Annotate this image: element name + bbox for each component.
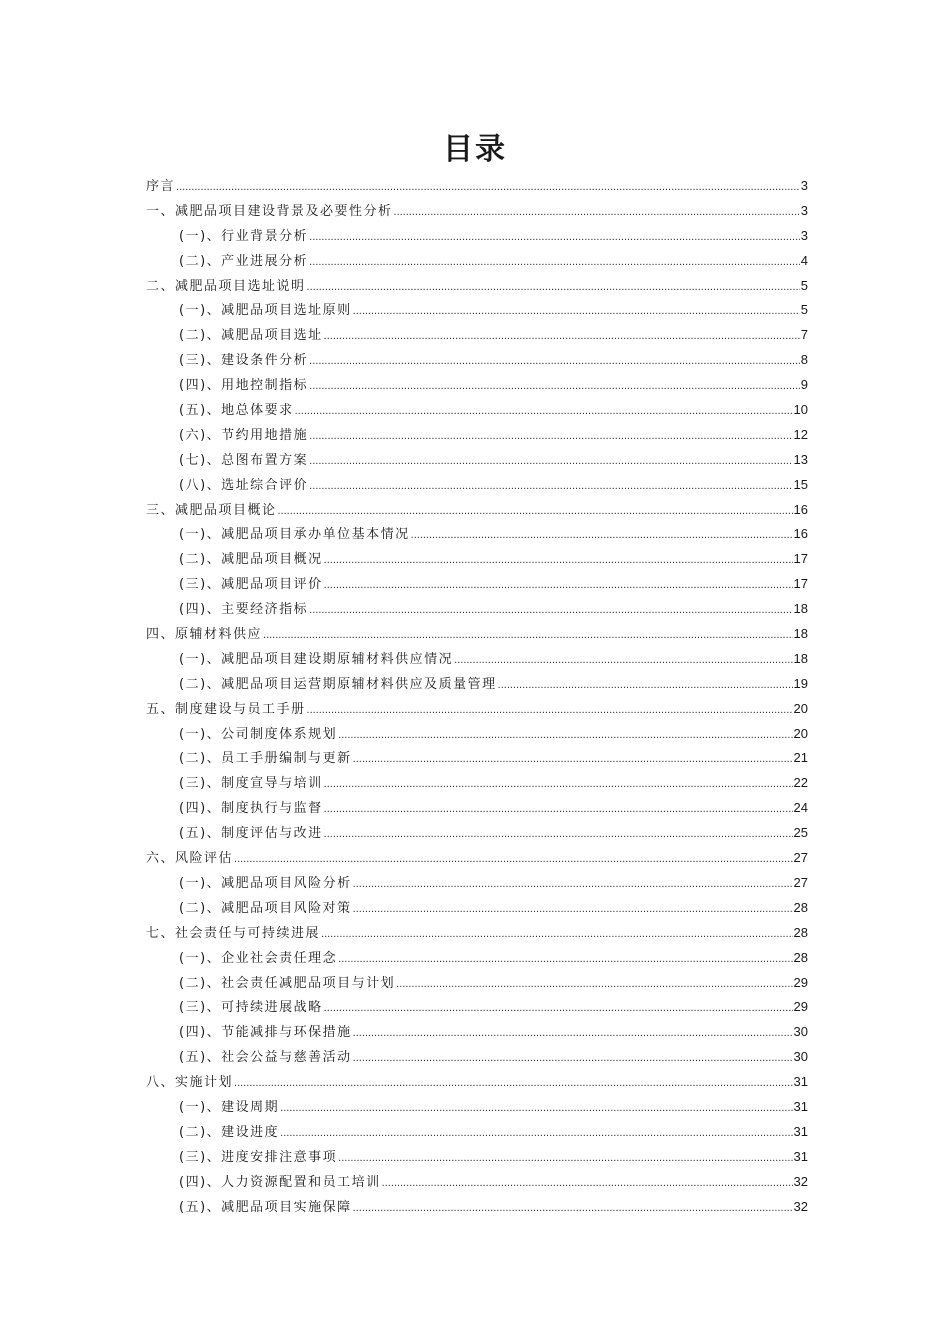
- toc-dot-leader: [309, 250, 800, 275]
- toc-entry-label: (二)、减肥品项目选址: [179, 328, 323, 344]
- toc-page-number: 31: [793, 1098, 808, 1114]
- toc-subsection-entry[interactable]: [146, 746, 808, 771]
- toc-dot-leader: [307, 275, 800, 300]
- toc-entry-label: (四)、节能减排与环保措施: [179, 1025, 352, 1041]
- toc-page-number: 28: [793, 899, 808, 915]
- toc-entry-label: (二)、减肥品项目风险对策: [179, 900, 352, 916]
- toc-subsection-entry[interactable]: [146, 971, 808, 996]
- toc-dot-leader: [309, 374, 800, 399]
- toc-dot-leader: [324, 797, 793, 822]
- toc-dot-leader: [309, 474, 792, 499]
- toc-page-number: 31: [793, 1148, 808, 1164]
- toc-page-number: 5: [800, 302, 808, 318]
- toc-entry-label: (二)、减肥品项目运营期原辅材料供应及质量管理: [179, 676, 497, 692]
- toc-dot-leader: [382, 1171, 793, 1196]
- toc-page-number: 28: [793, 924, 808, 940]
- toc-subsection-entry[interactable]: [146, 448, 808, 473]
- toc-subsection-entry[interactable]: [146, 224, 808, 249]
- toc-subsection-entry[interactable]: [146, 323, 808, 348]
- toc-dot-leader: [321, 922, 793, 947]
- toc-entry-label: (三)、进度安排注意事项: [179, 1149, 338, 1165]
- toc-entry-label: (一)、企业社会责任理念: [179, 950, 338, 966]
- toc-page-number: 31: [793, 1074, 808, 1090]
- toc-entry-label: (四)、用地控制指标: [179, 378, 309, 394]
- toc-page-number: 28: [793, 949, 808, 965]
- toc-page-number: 17: [793, 576, 808, 592]
- toc-dot-leader: [280, 1121, 792, 1146]
- toc-page-number: 18: [793, 650, 808, 666]
- toc-subsection-entry[interactable]: [146, 348, 808, 373]
- toc-entry-label: 五、制度建设与员工手册: [146, 701, 306, 717]
- toc-entry-label: 六、风险评估: [146, 851, 234, 867]
- toc-entry-label: (一)、减肥品项目承办单位基本情况: [179, 527, 410, 543]
- toc-subsection-entry[interactable]: [146, 722, 808, 747]
- toc-subsection-entry[interactable]: [146, 647, 808, 672]
- toc-entry-label: (三)、减肥品项目评价: [179, 577, 323, 593]
- toc-page-number: 25: [793, 825, 808, 841]
- toc-entry-label: (五)、制度评估与改进: [179, 826, 323, 842]
- toc-entry-label: 二、减肥品项目选址说明: [146, 278, 306, 294]
- toc-page-number: 18: [793, 601, 808, 617]
- toc-subsection-entry[interactable]: [146, 771, 808, 796]
- toc-entry-label: 七、社会责任与可持续进展: [146, 925, 321, 941]
- toc-entry-label: (五)、减肥品项目实施保障: [179, 1199, 352, 1215]
- toc-dot-leader: [353, 1046, 793, 1071]
- toc-dot-leader: [295, 399, 793, 424]
- toc-entry-label: (一)、减肥品项目选址原则: [179, 303, 352, 319]
- toc-section-entry[interactable]: [146, 274, 808, 299]
- toc-subsection-entry[interactable]: [146, 249, 808, 274]
- toc-section-entry[interactable]: [146, 174, 808, 199]
- toc-dot-leader: [234, 1071, 793, 1096]
- toc-entry-label: (四)、制度执行与监督: [179, 801, 323, 817]
- toc-page-number: 32: [793, 1198, 808, 1214]
- toc-page-number: 27: [793, 874, 808, 890]
- toc-dot-leader: [176, 175, 800, 200]
- toc-subsection-entry[interactable]: [146, 821, 808, 846]
- toc-entry-label: (二)、减肥品项目概况: [179, 552, 323, 568]
- toc-dot-leader: [353, 747, 793, 772]
- toc-dot-leader: [278, 499, 793, 524]
- toc-page-number: 16: [793, 526, 808, 542]
- toc-page-number: 10: [793, 402, 808, 418]
- toc-subsection-entry[interactable]: [146, 423, 808, 448]
- toc-section-entry[interactable]: [146, 846, 808, 871]
- toc-section-entry[interactable]: [146, 697, 808, 722]
- toc-dot-leader: [353, 1196, 793, 1221]
- toc-dot-leader: [353, 897, 793, 922]
- toc-entry-label: (一)、减肥品项目风险分析: [179, 875, 352, 891]
- toc-entry-label: (一)、行业背景分析: [179, 228, 309, 244]
- toc-dot-leader: [353, 872, 793, 897]
- toc-dot-leader: [353, 299, 800, 324]
- toc-dot-leader: [338, 947, 792, 972]
- toc-dot-leader: [394, 200, 800, 225]
- toc-subsection-entry[interactable]: [146, 1195, 808, 1220]
- toc-entry-label: (一)、公司制度体系规划: [179, 726, 338, 742]
- toc-page-number: 15: [793, 476, 808, 492]
- toc-dot-leader: [324, 772, 793, 797]
- toc-dot-leader: [280, 1096, 792, 1121]
- toc-subsection-entry[interactable]: [146, 522, 808, 547]
- toc-dot-leader: [309, 349, 800, 374]
- toc-dot-leader: [234, 847, 793, 872]
- toc-page-number: 29: [793, 999, 808, 1015]
- toc-entry-label: (二)、员工手册编制与更新: [179, 751, 352, 767]
- toc-dot-leader: [353, 1021, 793, 1046]
- toc-entry-label: (一)、减肥品项目建设期原辅材料供应情况: [179, 651, 454, 667]
- toc-section-entry[interactable]: [146, 622, 808, 647]
- toc-subsection-entry[interactable]: [146, 597, 808, 622]
- toc-subsection-entry[interactable]: [146, 572, 808, 597]
- toc-entry-label: 一、减肥品项目建设背景及必要性分析: [146, 203, 393, 219]
- toc-entry-label: (三)、建设条件分析: [179, 353, 309, 369]
- toc-entry-label: (一)、建设周期: [179, 1099, 280, 1115]
- toc-dot-leader: [309, 449, 792, 474]
- toc-dot-leader: [411, 523, 793, 548]
- toc-dot-leader: [338, 1146, 792, 1171]
- toc-page-number: 32: [793, 1173, 808, 1189]
- toc-subsection-entry[interactable]: [146, 1145, 808, 1170]
- toc-page-number: 19: [793, 675, 808, 691]
- toc-page-number: 3: [800, 202, 808, 218]
- toc-page-number: 24: [793, 800, 808, 816]
- toc-page-number: 3: [800, 227, 808, 243]
- toc-subsection-entry[interactable]: [146, 1020, 808, 1045]
- toc-subsection-entry[interactable]: [146, 1045, 808, 1070]
- toc-entry-label: 八、实施计划: [146, 1075, 234, 1091]
- toc-dot-leader: [263, 623, 793, 648]
- toc-page-number: 12: [793, 426, 808, 442]
- toc-page-number: 5: [800, 277, 808, 293]
- toc-page-number: 9: [800, 377, 808, 393]
- toc-dot-leader: [324, 996, 793, 1021]
- toc-subsection-entry[interactable]: [146, 995, 808, 1020]
- toc-page-number: 31: [793, 1123, 808, 1139]
- toc-subsection-entry[interactable]: [146, 1120, 808, 1145]
- toc-entry-label: (八)、选址综合评价: [179, 477, 309, 493]
- toc-page-number: 20: [793, 725, 808, 741]
- toc-dot-leader: [454, 648, 792, 673]
- toc-dot-leader: [307, 698, 793, 723]
- toc-subsection-entry[interactable]: [146, 871, 808, 896]
- toc-entry-label: (二)、建设进度: [179, 1124, 280, 1140]
- toc-dot-leader: [309, 598, 792, 623]
- toc-entry-label: 三、减肥品项目概论: [146, 502, 277, 518]
- toc-title: 目录: [443, 132, 507, 167]
- toc-section-entry[interactable]: [146, 498, 808, 523]
- toc-subsection-entry[interactable]: [146, 896, 808, 921]
- toc-dot-leader: [309, 424, 792, 449]
- toc-page-number: 3: [800, 178, 808, 193]
- toc-entry-label: (四)、主要经济指标: [179, 602, 309, 618]
- toc-page-number: 13: [793, 451, 808, 467]
- toc-page-number: 17: [793, 551, 808, 567]
- toc-subsection-entry[interactable]: [146, 373, 808, 398]
- toc-page-number: 18: [793, 626, 808, 642]
- toc-entry-label: (六)、节约用地措施: [179, 427, 309, 443]
- toc-entry-label: (五)、社会公益与慈善活动: [179, 1050, 352, 1066]
- toc-dot-leader: [338, 723, 792, 748]
- toc-page-number: 7: [800, 327, 808, 343]
- toc-page-number: 30: [793, 1024, 808, 1040]
- toc-dot-leader: [324, 324, 800, 349]
- toc-section-entry[interactable]: [146, 199, 808, 224]
- toc-entry-label: (七)、总图布置方案: [179, 452, 309, 468]
- toc-dot-leader: [324, 573, 793, 598]
- toc-subsection-entry[interactable]: [146, 298, 808, 323]
- toc-entry-label: (五)、地总体要求: [179, 403, 294, 419]
- toc-page-number: 20: [793, 700, 808, 716]
- toc-dot-leader: [309, 225, 800, 250]
- toc-entry-label: (二)、产业进展分析: [179, 253, 309, 269]
- toc-entry-label: 四、原辅材料供应: [146, 627, 263, 643]
- toc-entry-label: (三)、制度宣导与培训: [179, 776, 323, 792]
- toc-entry-label: 序言: [146, 179, 176, 194]
- toc-page-number: 30: [793, 1049, 808, 1065]
- toc-dot-leader: [324, 822, 793, 847]
- toc-subsection-entry[interactable]: [146, 1170, 808, 1195]
- toc-section-entry[interactable]: [146, 921, 808, 946]
- toc-entry-label: (四)、人力资源配置和员工培训: [179, 1174, 381, 1190]
- toc-subsection-entry[interactable]: [146, 946, 808, 971]
- toc-subsection-entry[interactable]: [146, 473, 808, 498]
- toc-dot-leader: [324, 548, 793, 573]
- toc-entry-label: (三)、可持续进展战略: [179, 1000, 323, 1016]
- toc-page-number: 27: [793, 850, 808, 866]
- toc-list: [146, 174, 808, 1219]
- toc-page-number: 22: [793, 775, 808, 791]
- toc-page-number: 8: [800, 352, 808, 368]
- toc-dot-leader: [396, 972, 792, 997]
- toc-page-number: 16: [793, 501, 808, 517]
- toc-subsection-entry[interactable]: [146, 398, 808, 423]
- toc-page-number: 29: [793, 974, 808, 990]
- toc-subsection-entry[interactable]: [146, 547, 808, 572]
- toc-entry-label: (二)、社会责任减肥品项目与计划: [179, 975, 396, 991]
- toc-subsection-entry[interactable]: [146, 796, 808, 821]
- toc-dot-leader: [498, 673, 793, 698]
- toc-subsection-entry[interactable]: [146, 1095, 808, 1120]
- toc-page-number: 21: [793, 750, 808, 766]
- toc-section-entry[interactable]: [146, 1070, 808, 1095]
- toc-subsection-entry[interactable]: [146, 672, 808, 697]
- toc-page-number: 4: [800, 252, 808, 268]
